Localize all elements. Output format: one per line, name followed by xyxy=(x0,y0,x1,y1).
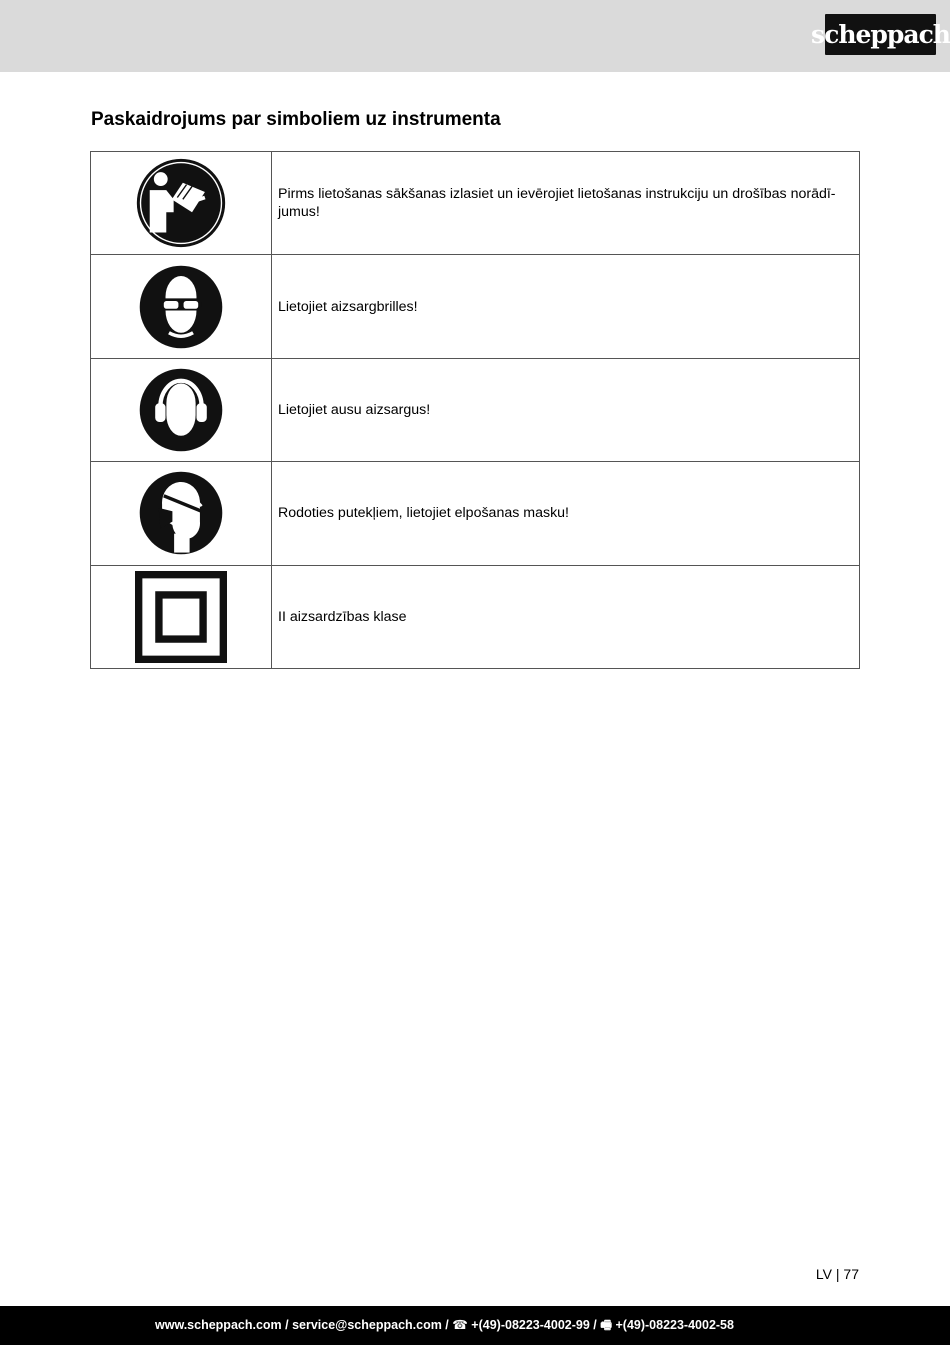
dust-mask-icon xyxy=(138,470,224,556)
table-row xyxy=(91,358,860,461)
page-footer xyxy=(0,1306,950,1345)
page-number: LV | 77 xyxy=(815,1266,859,1282)
symbol-icon-cell xyxy=(91,565,272,668)
table-row xyxy=(91,565,860,668)
symbol-description: Lietojiet aizsargbrilles! xyxy=(272,255,860,358)
safety-goggles-icon xyxy=(138,264,224,350)
ear-protection-icon xyxy=(138,367,224,453)
symbol-description: II aizsardzības klase xyxy=(272,565,860,668)
symbol-icon-cell xyxy=(91,255,272,358)
page-header xyxy=(0,0,950,72)
read-manual-icon xyxy=(135,157,227,249)
symbol-description: Rodoties putekļiem, lietojiet elpošanas masku! xyxy=(272,462,860,565)
symbol-icon-cell xyxy=(91,358,272,461)
footer-contact: www.scheppach.com / service@scheppach.com / ☎ +(49)-08223-4002-99 / 🖷 +(49)-08223-4002-58 xyxy=(155,1318,734,1332)
table-row xyxy=(91,152,860,255)
symbols-table xyxy=(90,151,860,669)
symbol-description: Lietojiet ausu aizsargus! xyxy=(272,358,860,461)
page-title: Paskaidrojums par simboliem uz instrumenta xyxy=(91,109,501,130)
symbol-icon-cell xyxy=(91,462,272,565)
symbol-icon-cell xyxy=(91,152,272,255)
protection-class-ii-icon xyxy=(135,571,227,663)
symbol-description: Pirms lietošanas sākšanas izlasiet un ievērojiet lietošanas instrukciju un drošības norādī-jumus! xyxy=(272,152,860,255)
table-row xyxy=(91,462,860,565)
scheppach-logo: scheppach xyxy=(825,14,936,55)
table-row xyxy=(91,255,860,358)
